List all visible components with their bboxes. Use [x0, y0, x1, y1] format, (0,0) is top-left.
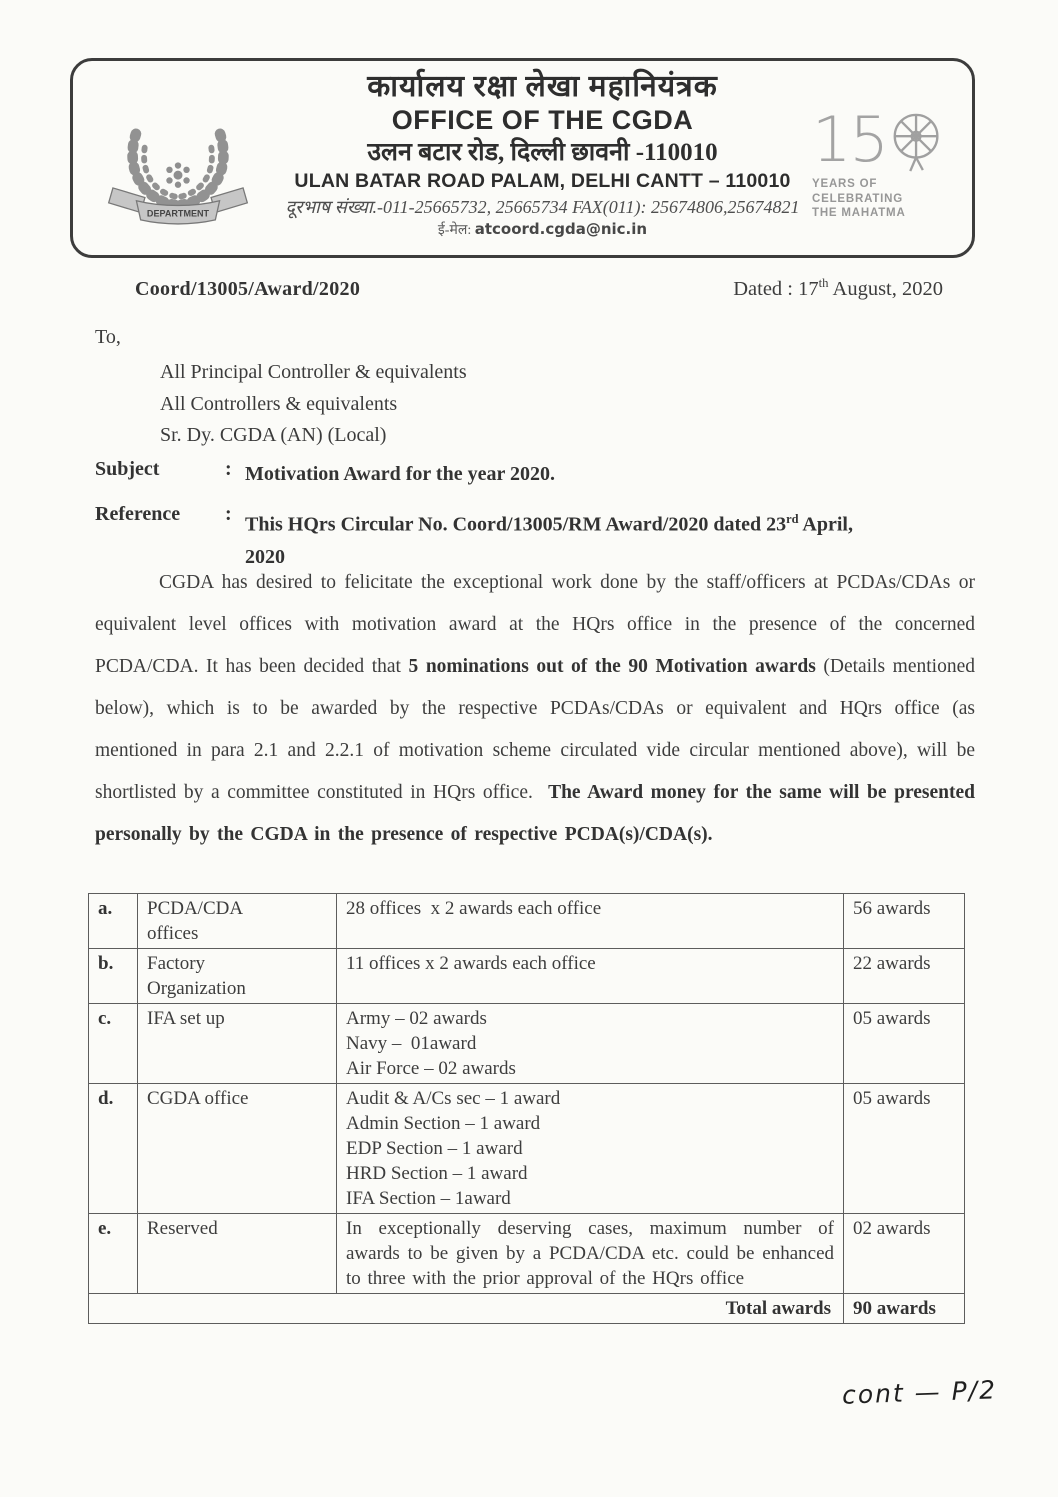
row-letter: e.: [89, 1214, 138, 1294]
addressee-line: All Controllers & equivalents: [160, 392, 398, 415]
category-line: Factory: [147, 953, 206, 974]
row-awards: 56 awards: [844, 894, 965, 949]
letterhead: [70, 58, 975, 258]
category-line: PCDA/CDA: [147, 898, 244, 919]
subject-row: [95, 458, 973, 490]
letter-date-ordinal: th: [818, 276, 829, 290]
charkha-spinning-wheel-icon: [887, 111, 949, 173]
row-details: [337, 949, 844, 1004]
row-letter: c.: [89, 1004, 138, 1084]
letterhead-text-block: [273, 67, 812, 251]
row-letter: a.: [89, 894, 138, 949]
table-row: [89, 1214, 965, 1294]
addressee-line: All Principal Controller & equivalents: [160, 361, 467, 383]
logo150-caption: [812, 177, 906, 220]
para-bold-award-money: The Award money for the same will be presented personally by the CGDA in the presence of respective PCDA(s)/CDA(s).: [95, 782, 983, 845]
logo150-caption-line3: THE MAHATMA: [812, 207, 906, 220]
addressee-line: Sr. Dy. CGDA (AN) (Local): [160, 424, 387, 446]
para-text: CGDA has desired to felicitate the exceptional work done by the staff/officers at PCDAs/CDAs or equivalent level offices with motivation award at the HQrs office in the presence of the concerned PCDA/CDA. It has been decided that: [95, 572, 983, 677]
continuation-note-handwritten: cont — P/2: [841, 1375, 998, 1410]
table-row: [89, 894, 965, 949]
category-line: Reserved: [147, 1218, 218, 1239]
reference-line1: [245, 503, 973, 541]
detail-line: Army – 02 awards: [346, 1008, 487, 1029]
defence-accounts-department-emblem-icon: [97, 109, 259, 237]
org-phone-fax: दूरभाष संख्या.-011-25665732, 25665734 FAX(011): 25674806,25674821: [285, 196, 800, 217]
para-bold-nominations: 5 nominations out of the 90 Motivation awards: [408, 656, 816, 677]
category-line: IFA set up: [147, 1008, 225, 1029]
awards-allocation-table: [88, 893, 965, 1324]
row-awards: 05 awards: [844, 1004, 965, 1084]
row-category: [138, 1004, 337, 1084]
table-row: [89, 1084, 965, 1214]
reference-colon: :: [225, 503, 232, 525]
reference-line1-end: April,: [798, 513, 853, 536]
addressee-lines: [160, 357, 467, 452]
row-details: [337, 1004, 844, 1084]
row-details: [337, 1214, 844, 1294]
detail-line: In exceptionally deserving cases, maximum number of awards to be given by a PCDA/CDA etc. could be enhanced to three with the prior approval of the HQrs office: [346, 1218, 841, 1289]
to-label: To,: [95, 326, 121, 348]
reference-date-row: [135, 276, 943, 301]
logo150-caption-line2: CELEBRATING: [812, 192, 904, 205]
addressee-block: [95, 326, 467, 452]
org-title-hindi: कार्यालय रक्षा लेखा महानियंत्रक: [367, 70, 718, 103]
row-letter: b.: [89, 949, 138, 1004]
reference-ordinal: rd: [786, 512, 799, 526]
detail-line: 28 offices x 2 awards each office: [346, 898, 602, 919]
reference-line2: 2020: [245, 545, 285, 568]
detail-line: HRD Section – 1 award: [346, 1163, 528, 1184]
file-number: Coord/13005/Award/2020: [135, 277, 361, 300]
subject-text: Motivation Award for the year 2020.: [245, 463, 555, 485]
detail-line: Air Force – 02 awards: [346, 1058, 516, 1079]
row-category: [138, 894, 337, 949]
org-address-english: ULAN BATAR ROAD PALAM, DELHI CANTT – 110010: [294, 169, 791, 192]
category-line: Organization: [147, 978, 246, 999]
subject-label: Subject: [95, 458, 160, 480]
org-address-hindi: उलन बटार रोड, दिल्ली छावनी -110010: [367, 139, 718, 167]
reference-label: Reference: [95, 503, 181, 525]
detail-line: IFA Section – 1award: [346, 1188, 511, 1209]
category-line: CGDA office: [147, 1088, 249, 1109]
table-row: [89, 949, 965, 1004]
org-email-address: atcoord.cgda@nic.in: [474, 219, 648, 238]
row-details: [337, 1084, 844, 1214]
row-awards: 05 awards: [844, 1084, 965, 1214]
total-awards-value: 90 awards: [844, 1294, 965, 1324]
email-label: ई-मेल:: [437, 222, 475, 238]
row-awards: 22 awards: [844, 949, 965, 1004]
logo150-caption-line1: YEARS OF: [812, 178, 878, 191]
reference-line1-start: This HQrs Circular No. Coord/13005/RM Award/2020 dated 23: [245, 513, 787, 536]
dad-emblem: [83, 67, 273, 251]
logo150-digits-row: [812, 103, 949, 177]
detail-line: 11 offices x 2 awards each office: [346, 953, 596, 974]
detail-line: Navy – 01award: [346, 1033, 477, 1054]
para-text: (Details mentioned below), which is to be awarded by the respective PCDAs/CDAs or equivalent and HQrs office (as mentioned in para 2.1 and 2.2.1 of motivation scheme circulated vide circular mentioned above), will be shortlisted by a committee constituted in HQrs office.: [95, 656, 983, 803]
org-email-line: [273, 221, 812, 240]
row-category: [138, 949, 337, 1004]
mahatma-150-logo: [812, 67, 962, 251]
letter-date-prefix: Dated : 17: [733, 277, 819, 300]
emblem-banner-text: DEPARTMENT: [146, 208, 210, 219]
detail-line: Audit & A/Cs sec – 1 award: [346, 1088, 561, 1109]
detail-line: EDP Section – 1 award: [346, 1138, 523, 1159]
body-paragraph: [95, 562, 983, 856]
row-letter: d.: [89, 1084, 138, 1214]
logo150-digits: 15: [812, 103, 887, 177]
letter-date: [733, 276, 943, 301]
table-total-row: [89, 1294, 965, 1324]
org-title-english: OFFICE OF THE CGDA: [391, 105, 694, 136]
row-details: [337, 894, 844, 949]
detail-line: Admin Section – 1 award: [346, 1113, 541, 1134]
row-category: [138, 1214, 337, 1294]
letter-date-suffix: August, 2020: [828, 277, 943, 300]
category-line: offices: [147, 923, 199, 944]
row-awards: 02 awards: [844, 1214, 965, 1294]
row-category: [138, 1084, 337, 1214]
total-awards-label: Total awards: [89, 1294, 844, 1324]
table-row: [89, 1004, 965, 1084]
subject-colon: :: [225, 458, 232, 480]
